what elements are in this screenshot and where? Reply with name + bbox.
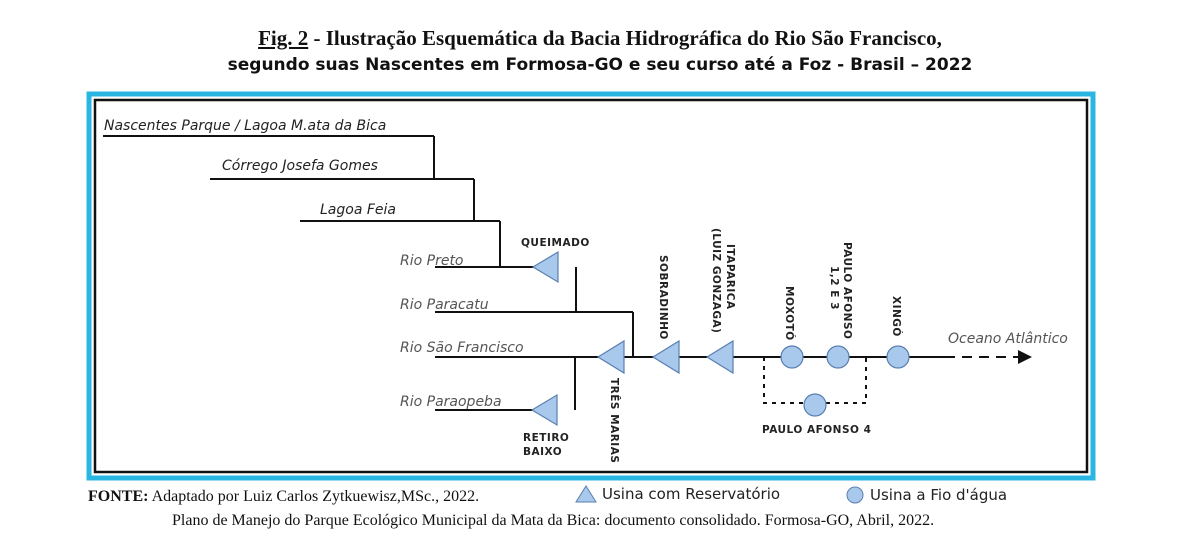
legend-run-of-river-label: Usina a Fio d'água bbox=[870, 486, 1008, 504]
tres-marias-reservoir-icon bbox=[598, 341, 624, 373]
legend-reservoir-label: Usina com Reservatório bbox=[602, 485, 781, 503]
source-line-2: Plano de Manejo do Parque Ecológico Municipal da Mata da Bica: documento consolidado. Formosa-GO, Abril, 2022. bbox=[172, 512, 935, 529]
figure-subtitle: segundo suas Nascentes em Formosa-GO e seu curso até a Foz - Brasil – 2022 bbox=[227, 55, 973, 75]
moxoto-plant-icon bbox=[781, 346, 803, 368]
triangle-icon bbox=[575, 485, 597, 503]
figure-label: Fig. 2 bbox=[258, 26, 309, 50]
retiro-label-line2: BAIXO bbox=[523, 446, 563, 458]
source-text-1: Adaptado por Luiz Carlos Zytkuewisz,MSc., 2022. bbox=[148, 488, 480, 505]
outer-frame bbox=[89, 94, 1093, 478]
circle-icon bbox=[845, 485, 865, 505]
queimado-label: QUEIMADO bbox=[521, 237, 590, 249]
lagoa-feia-label: Lagoa Feia bbox=[320, 202, 396, 218]
rio-sao-francisco-label: Rio São Francisco bbox=[400, 340, 524, 356]
itaparica-label-line2: (LUIZ GONZAGA) bbox=[710, 228, 722, 334]
nascentes-label: Nascentes Parque / Lagoa M.ata da Bica bbox=[104, 118, 387, 134]
xingo-plant-icon bbox=[887, 346, 909, 368]
corrego-label: Córrego Josefa Gomes bbox=[222, 158, 378, 174]
legend-reservoir bbox=[575, 485, 780, 503]
inner-frame bbox=[95, 100, 1087, 472]
queimado-reservoir-icon bbox=[533, 252, 558, 282]
paulo-afonso-label-line2: 1,2 E 3 bbox=[828, 266, 840, 310]
ocean-arrow-icon bbox=[1018, 350, 1032, 364]
paulo-afonso-label-line1: PAULO AFONSO bbox=[841, 242, 853, 340]
sobradinho-label: SOBRADINHO bbox=[657, 255, 669, 340]
paulo-afonso-4-label: PAULO AFONSO 4 bbox=[762, 424, 872, 436]
itaparica-reservoir-icon bbox=[707, 341, 733, 373]
xingo-label: XINGÓ bbox=[890, 296, 902, 337]
moxoto-label: MOXOTÓ bbox=[783, 286, 795, 341]
legend-run-of-river bbox=[845, 485, 1007, 505]
retiro-baixo-reservoir-icon bbox=[532, 395, 557, 425]
paulo-afonso-123-plant-icon bbox=[827, 346, 849, 368]
paulo-afonso-4-plant-icon bbox=[804, 394, 826, 416]
retiro-label-line1: RETIRO bbox=[523, 432, 570, 444]
sobradinho-reservoir-icon bbox=[653, 341, 679, 373]
figure-title-text: - Ilustração Esquemática da Bacia Hidrográfica do Rio São Francisco, bbox=[308, 26, 942, 50]
source-label: FONTE: bbox=[88, 488, 149, 505]
tres-marias-label: TRÊS MARIAS bbox=[608, 378, 620, 464]
rio-preto-label: Rio Preto bbox=[400, 253, 464, 269]
rio-paracatu-label: Rio Paracatu bbox=[400, 297, 489, 313]
source-line-1 bbox=[88, 488, 479, 506]
oceano-atlantico-label: Oceano Atlântico bbox=[948, 331, 1068, 347]
itaparica-label-line1: ITAPARICA bbox=[724, 244, 736, 310]
rio-paraopeba-label: Rio Paraopeba bbox=[400, 394, 502, 410]
